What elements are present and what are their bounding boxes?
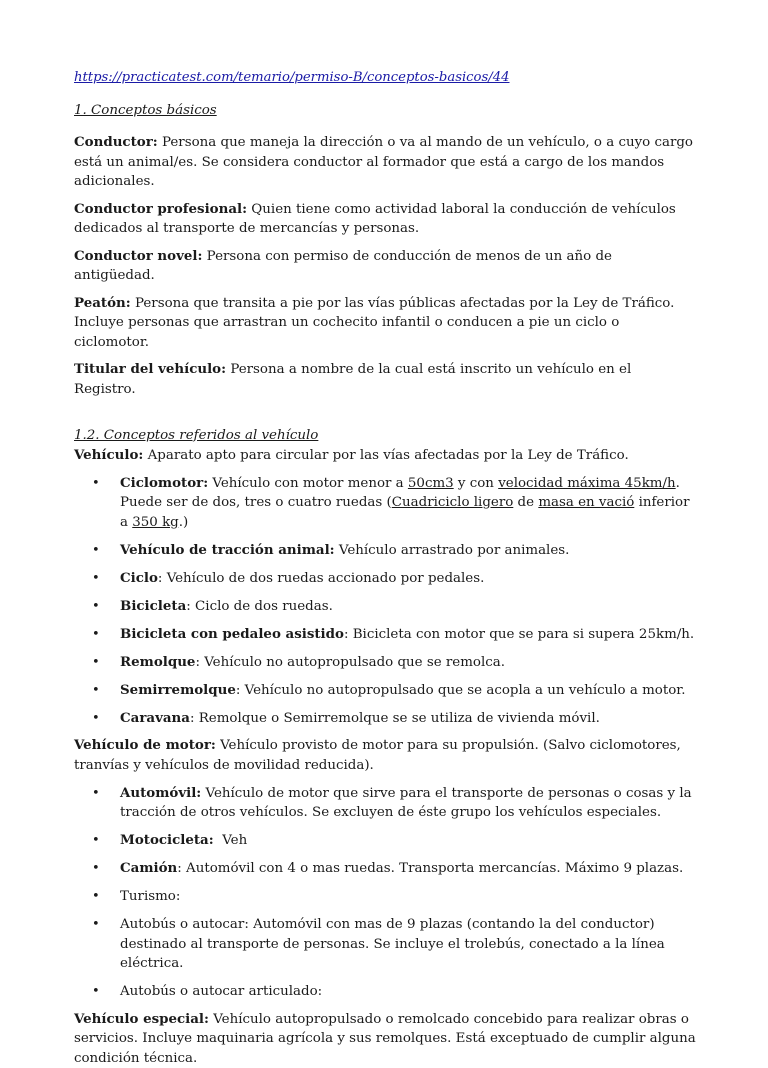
list-item (74, 653, 696, 673)
term: Vehículo de tracción animal: (120, 542, 335, 558)
term: Vehículo de motor: (74, 737, 216, 753)
bullet: • (92, 625, 100, 645)
term: Caravana (120, 710, 190, 726)
term: Vehículo: (74, 447, 143, 463)
definition-text: Veh (214, 833, 248, 848)
bullet: • (92, 982, 100, 1002)
definition-conductor-profesional (74, 200, 696, 239)
list-item (74, 784, 696, 823)
definition-text: : Vehículo de dos ruedas accionado por pedales. (158, 571, 484, 586)
list-item (74, 709, 696, 729)
bullet: • (92, 541, 100, 561)
definition-text: Autobús o autocar articulado: (120, 984, 322, 999)
list-item (74, 859, 696, 879)
term: Camión (120, 860, 177, 876)
term: Conductor: (74, 134, 158, 150)
definition-text: Persona con permiso de conducción de menos de un año de antigüedad. (74, 249, 612, 284)
list-item (74, 569, 696, 589)
term: Vehículo especial: (74, 1011, 209, 1027)
list-item (74, 982, 696, 1002)
bullet: • (92, 569, 100, 589)
text-segment: .) (179, 515, 188, 530)
term: Bicicleta con pedaleo asistido (120, 626, 344, 642)
definition-text: Vehículo provisto de motor para su propulsión. (Salvo ciclomotores, tranvías y vehículos de movilidad reducida). (74, 738, 681, 773)
section1-heading: 1. Conceptos básicos (74, 103, 217, 118)
list-item (74, 541, 696, 561)
term: Automóvil: (120, 785, 201, 801)
vehicle-types-list (74, 474, 696, 729)
term: Peatón: (74, 295, 131, 311)
list-item-ciclomotor (74, 474, 696, 533)
text-segment: y con (454, 476, 499, 491)
definition-text: Vehículo arrastrado por animales. (335, 543, 570, 558)
bullet: • (92, 831, 100, 851)
definition-text: Aparato apto para circular por las vías afectadas por la Ley de Tráfico. (143, 448, 628, 463)
definition-text: : Remolque o Semirremolque se se utiliza de vivienda móvil. (190, 711, 600, 726)
definition-text: Vehículo autopropulsado o remolcado concebido para realizar obras o servicios. Incluye maquinaria agrícola y sus remolques. Está exceptuado de cumplir alguna condición técnica. (74, 1012, 696, 1066)
term: Semirremolque (120, 682, 236, 698)
text-segment: . Puede ser de dos, tres o cuatro ruedas ( (120, 476, 680, 511)
link-350-kg[interactable]: 350 kg (132, 515, 179, 530)
text-segment: Vehículo con motor menor a (208, 476, 408, 491)
term: Motocicleta: (120, 832, 214, 848)
bullet: • (92, 653, 100, 673)
definition-vehiculo-motor (74, 736, 696, 775)
definition-text: Quien tiene como actividad laboral la conducción de vehículos dedicados al transporte de mercancías y personas. (74, 202, 676, 237)
section1-heading-paragraph (74, 101, 696, 121)
list-item (74, 887, 696, 907)
bullet: • (92, 681, 100, 701)
definition-text: Persona que maneja la dirección o va al mando de un vehículo, o a cuyo cargo está un animal/es. Se considera conductor al formador que está a cargo de los mandos adicionales. (74, 135, 693, 189)
definition-text: : Ciclo de dos ruedas. (186, 599, 333, 614)
source-link-paragraph (74, 68, 696, 88)
definition-text: : Vehículo no autopropulsado que se acopla a un vehículo a motor. (236, 683, 686, 698)
motor-vehicle-types-list (74, 784, 696, 1002)
term: Ciclo (120, 570, 158, 586)
term: Titular del vehículo: (74, 361, 226, 377)
list-item (74, 915, 696, 974)
definition-text: : Automóvil con 4 o mas ruedas. Transporta mercancías. Máximo 9 plazas. (177, 861, 683, 876)
text-segment: de (513, 495, 538, 510)
link-50cm3[interactable]: 50cm3 (408, 476, 454, 491)
definition-vehiculo-especial (74, 1010, 696, 1068)
term: Conductor profesional: (74, 201, 247, 217)
section2-heading-paragraph (74, 426, 696, 446)
definition-titular (74, 360, 696, 399)
term: Conductor novel: (74, 248, 202, 264)
definition-text: Vehículo de motor que sirve para el transporte de personas o cosas y la tracción de otros vehículos. Se excluyen de éste grupo los vehículos especiales. (120, 786, 692, 821)
bullet: • (92, 474, 100, 494)
bullet: • (92, 709, 100, 729)
link-masa-en-vacio[interactable]: masa en vació (538, 495, 634, 510)
list-item (74, 681, 696, 701)
bullet: • (92, 887, 100, 907)
definition-text: Autobús o autocar: Automóvil con mas de 9 plazas (contando la del conductor) destinado al transporte de personas. Se incluye el trolebús, conectado a la línea eléctrica. (120, 917, 665, 971)
definition-vehiculo (74, 446, 696, 466)
link-cuadriciclo-ligero[interactable]: Cuadriciclo ligero (392, 495, 514, 510)
document-page (74, 68, 696, 1068)
definition-conductor (74, 133, 696, 192)
source-link[interactable]: https://practicatest.com/temario/permiso-B/conceptos-basicos/44 (74, 70, 510, 85)
definition-text: : Vehículo no autopropulsado que se remolca. (195, 655, 505, 670)
section2-heading: 1.2. Conceptos referidos al vehículo (74, 428, 318, 443)
text-segment: inferior a (120, 495, 690, 530)
list-item (74, 597, 696, 617)
definition-conductor-novel (74, 247, 696, 286)
bullet: • (92, 784, 100, 804)
bullet: • (92, 915, 100, 935)
bullet: • (92, 859, 100, 879)
bullet: • (92, 597, 100, 617)
list-item (74, 831, 696, 851)
definition-text: Persona a nombre de la cual está inscrito un vehículo en el Registro. (74, 362, 631, 397)
list-item (74, 625, 696, 645)
term: Bicicleta (120, 598, 186, 614)
definition-text: : Bicicleta con motor que se para si supera 25km/h. (344, 627, 694, 642)
definition-text: Persona que transita a pie por las vías públicas afectadas por la Ley de Tráfico. Incluye personas que arrastran un cochecito infantil o conducen a pie un ciclo o ciclomotor. (74, 296, 674, 350)
link-velocidad-maxima[interactable]: velocidad máxima 45km/h (498, 476, 675, 491)
definition-peaton (74, 294, 696, 353)
term: Ciclomotor: (120, 475, 208, 491)
definition-text: Turismo: (120, 889, 180, 904)
term: Remolque (120, 654, 195, 670)
